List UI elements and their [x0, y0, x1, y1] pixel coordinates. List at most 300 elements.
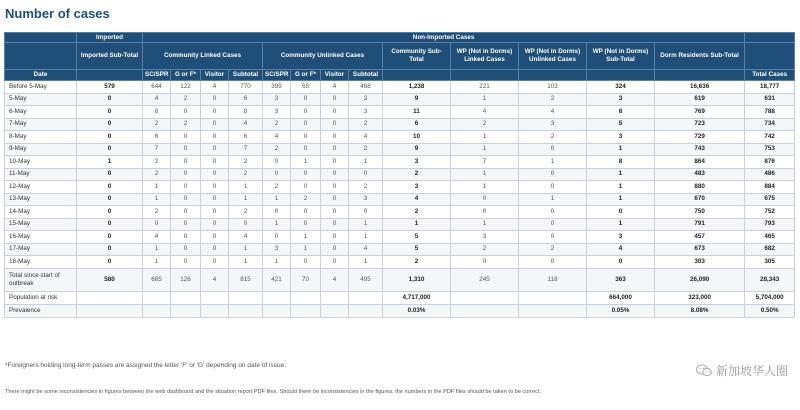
cell-wp-sub: 664,000 — [587, 291, 655, 304]
header-wp-linked: WP (Not in Dorms) Linked Cases — [451, 43, 519, 70]
row-date: 12-May — [5, 181, 77, 194]
cell-cl-subtotal: 6 — [229, 131, 263, 144]
cell-total-cases: 631 — [745, 93, 795, 106]
table-row — [5, 206, 795, 219]
table-row — [5, 243, 795, 256]
cell-wp-linked: 0 — [451, 193, 519, 206]
watermark — [696, 362, 788, 379]
cell-cl-sc-spr: 4 — [143, 93, 171, 106]
cell-cu-visitor: 0 — [321, 256, 349, 269]
cell-cu-sc-spr: 1 — [263, 218, 291, 231]
empty-cell — [349, 291, 383, 304]
cell-wp-unlinked: 1 — [519, 193, 587, 206]
cell-cl-g-or-f: 126 — [171, 268, 201, 291]
cell-cu-visitor: 0 — [321, 143, 349, 156]
cell-cu-sc-spr: 2 — [263, 143, 291, 156]
empty-cell — [229, 304, 263, 317]
header-community-subtotal: Community Sub-Total — [383, 43, 451, 70]
cell-community-subtotal: 1,238 — [383, 81, 451, 94]
cell-dorm-subtotal: 483 — [655, 168, 745, 181]
empty-cell — [143, 291, 171, 304]
cell-wp-linked: 3 — [451, 231, 519, 244]
cell-cu-sc-spr: 1 — [263, 193, 291, 206]
cell-cl-subtotal: 4 — [229, 118, 263, 131]
cell-total-cases: 734 — [745, 118, 795, 131]
empty-cell — [263, 291, 291, 304]
cell-community-subtotal: 4 — [383, 193, 451, 206]
cell-imported-subtotal: 0 — [77, 218, 143, 231]
cell-dorm-subtotal: 670 — [655, 193, 745, 206]
cell-cu-subtotal: 1 — [349, 218, 383, 231]
cell-dorm-subtotal: 769 — [655, 106, 745, 119]
cell-cl-sc-spr: 8 — [143, 106, 171, 119]
cell-total-cases: 793 — [745, 218, 795, 231]
cell-cu-visitor: 0 — [321, 206, 349, 219]
cell-cl-subtotal: 770 — [229, 81, 263, 94]
header-cl-sc-spr: SC/SPR — [143, 70, 171, 81]
cell-wp-unlinked: 103 — [519, 81, 587, 94]
cell-cu-g-or-f: 1 — [291, 243, 321, 256]
cell-imported-subtotal: 0 — [77, 193, 143, 206]
cell-community-subtotal: 11 — [383, 106, 451, 119]
cell-total-cases: 753 — [745, 143, 795, 156]
cell-cu-g-or-f: 65 — [291, 81, 321, 94]
cell-wp-linked: 221 — [451, 81, 519, 94]
cell-cl-sc-spr: 1 — [143, 256, 171, 269]
header-cl-visitor: Visitor — [201, 70, 229, 81]
cell-imported-subtotal: 0 — [77, 243, 143, 256]
empty-cell — [171, 291, 201, 304]
cell-community-subtotal: 2 — [383, 256, 451, 269]
cell-community-subtotal: 1 — [383, 218, 451, 231]
cell-cl-subtotal: 4 — [229, 231, 263, 244]
cell-wp-linked: 1 — [451, 131, 519, 144]
cell-wp-subtotal: 0 — [587, 256, 655, 269]
cell-cu-sc-spr: 0 — [263, 156, 291, 169]
cell-cl-subtotal: 8 — [229, 106, 263, 119]
footnote-disclaimer: There might be some inconsistencies in figures between the web dashboard and the situation report PDF files. Should there be inconsistencies in the figures, the numbers in the PDF files should be taken to be correct. — [5, 389, 542, 395]
cell-cu-sc-spr: 3 — [263, 93, 291, 106]
cell-cu-subtotal: 1 — [349, 156, 383, 169]
cell-cl-g-or-f: 0 — [171, 193, 201, 206]
cell-community-subtotal: 9 — [383, 143, 451, 156]
row-date: 9-May — [5, 143, 77, 156]
cell-wp-subtotal: 1 — [587, 143, 655, 156]
cell-cl-visitor: 0 — [201, 206, 229, 219]
cell-wp-subtotal: 8 — [587, 156, 655, 169]
cell-cl-subtotal: 1 — [229, 193, 263, 206]
cell-wp-subtotal: 1 — [587, 193, 655, 206]
wechat-icon — [696, 364, 712, 377]
cell-wp-linked: 2 — [451, 118, 519, 131]
cell-community-subtotal: 10 — [383, 131, 451, 144]
cell-cl-subtotal: 6 — [229, 93, 263, 106]
cell-wp-sub: 0.05% — [587, 304, 655, 317]
header-blank — [519, 70, 587, 81]
cell-dorm-subtotal: 880 — [655, 181, 745, 194]
cell-cl-visitor: 0 — [201, 193, 229, 206]
cell-wp-unlinked: 2 — [519, 131, 587, 144]
cell-comm-sub: 0.03% — [383, 304, 451, 317]
cell-cu-subtotal: 0 — [349, 168, 383, 181]
empty-cell — [171, 304, 201, 317]
table-row — [5, 218, 795, 231]
table-row — [5, 181, 795, 194]
cell-total-cases: 18,777 — [745, 81, 795, 94]
cell-cu-subtotal: 3 — [349, 93, 383, 106]
cell-cl-visitor: 0 — [201, 106, 229, 119]
cell-cl-g-or-f: 0 — [171, 156, 201, 169]
table-row — [5, 131, 795, 144]
row-date: 13-May — [5, 193, 77, 206]
header-blank — [451, 70, 519, 81]
cell-cu-visitor: 0 — [321, 193, 349, 206]
cell-cu-visitor: 0 — [321, 118, 349, 131]
cell-cu-visitor: 0 — [321, 106, 349, 119]
cell-wp-subtotal: 1 — [587, 218, 655, 231]
cell-dorm-subtotal: 791 — [655, 218, 745, 231]
cell-dorm-subtotal: 303 — [655, 256, 745, 269]
cell-cu-sc-spr: 3 — [263, 243, 291, 256]
cell-cu-subtotal: 1 — [349, 231, 383, 244]
cell-cl-subtotal: 2 — [229, 156, 263, 169]
cell-cl-g-or-f: 0 — [171, 168, 201, 181]
cell-total-cases: 742 — [745, 131, 795, 144]
cell-cl-sc-spr: 2 — [143, 156, 171, 169]
header-blank — [77, 70, 143, 81]
cell-imported-subtotal: 0 — [77, 181, 143, 194]
cell-cu-visitor: 0 — [321, 218, 349, 231]
cell-wp-unlinked: 3 — [519, 118, 587, 131]
cell-wp-unlinked: 0 — [519, 206, 587, 219]
cell-dorm-subtotal: 864 — [655, 156, 745, 169]
cell-wp-unlinked: 2 — [519, 93, 587, 106]
cell-cl-visitor: 4 — [201, 81, 229, 94]
cell-dorm-subtotal: 16,636 — [655, 81, 745, 94]
header-cu-sc-spr: SC/SPR — [263, 70, 291, 81]
table-row — [5, 93, 795, 106]
cell-imported-subtotal: 0 — [77, 206, 143, 219]
cell-cu-sc-spr: 2 — [263, 181, 291, 194]
cell-imported-subtotal: 0 — [77, 231, 143, 244]
row-date: Total since start of outbreak — [5, 268, 77, 291]
cell-cl-sc-spr: 1 — [143, 193, 171, 206]
cell-cu-sc-spr: 0 — [263, 206, 291, 219]
cell-dorm-subtotal: 729 — [655, 131, 745, 144]
empty-cell — [201, 291, 229, 304]
cell-wp-subtotal: 1 — [587, 181, 655, 194]
cell-wp-unlinked: 1 — [519, 156, 587, 169]
header-cu-subtotal: Subtotal — [349, 70, 383, 81]
cell-wp-subtotal: 3 — [587, 231, 655, 244]
cell-dorm: 323,000 — [655, 291, 745, 304]
cell-cu-g-or-f: 70 — [291, 268, 321, 291]
page-title: Number of cases — [5, 6, 110, 21]
header-empty-total — [745, 33, 795, 43]
cell-cl-visitor: 0 — [201, 243, 229, 256]
prevalence-row — [5, 304, 795, 317]
cell-cl-subtotal: 7 — [229, 143, 263, 156]
cell-wp-unlinked: 2 — [519, 243, 587, 256]
cell-cl-visitor: 0 — [201, 231, 229, 244]
cell-cu-visitor: 0 — [321, 131, 349, 144]
cell-cu-g-or-f: 0 — [291, 256, 321, 269]
row-date: 14-May — [5, 206, 77, 219]
cell-cu-g-or-f: 0 — [291, 143, 321, 156]
table-row — [5, 156, 795, 169]
cell-cu-sc-spr: 0 — [263, 231, 291, 244]
cell-cu-subtotal: 0 — [349, 206, 383, 219]
empty-cell — [77, 291, 143, 304]
header-date: Date — [5, 70, 77, 81]
cell-imported-subtotal: 0 — [77, 168, 143, 181]
cell-cu-visitor: 0 — [321, 168, 349, 181]
cell-wp-unlinked: 0 — [519, 231, 587, 244]
empty-cell — [201, 304, 229, 317]
cell-total: 5,704,000 — [745, 291, 795, 304]
empty-cell — [143, 304, 171, 317]
cell-community-subtotal: 1,310 — [383, 268, 451, 291]
cell-community-subtotal: 2 — [383, 168, 451, 181]
cell-imported-subtotal: 1 — [77, 156, 143, 169]
cell-cl-g-or-f: 0 — [171, 218, 201, 231]
cell-cl-subtotal: 2 — [229, 206, 263, 219]
cell-wp-unlinked: 0 — [519, 143, 587, 156]
cell-dorm-subtotal: 743 — [655, 143, 745, 156]
cell-total-cases: 465 — [745, 231, 795, 244]
cell-wp-unlinked: 0 — [519, 181, 587, 194]
row-date: 16-May — [5, 231, 77, 244]
header-imported-subtotal: Imported Sub-Total — [77, 43, 143, 70]
cell-cl-g-or-f: 0 — [171, 106, 201, 119]
empty-cell — [291, 304, 321, 317]
cell-cl-visitor: 0 — [201, 168, 229, 181]
cell-cl-g-or-f: 0 — [171, 206, 201, 219]
cell-cl-sc-spr: 0 — [143, 218, 171, 231]
cell-cu-visitor: 4 — [321, 268, 349, 291]
cell-wp-unlinked: 118 — [519, 268, 587, 291]
row-date: 8-May — [5, 131, 77, 144]
cell-cu-visitor: 0 — [321, 93, 349, 106]
cell-wp-linked: 1 — [451, 143, 519, 156]
cell-cl-sc-spr: 4 — [143, 231, 171, 244]
empty-cell — [451, 291, 519, 304]
empty-cell — [519, 304, 587, 317]
cell-total-cases: 675 — [745, 193, 795, 206]
header-wp-subtotal: WP (Not in Dorms) Sub-Total — [587, 43, 655, 70]
cell-community-subtotal: 3 — [383, 181, 451, 194]
cell-wp-linked: 1 — [451, 181, 519, 194]
cell-wp-linked: 2 — [451, 243, 519, 256]
table-row — [5, 231, 795, 244]
cell-cu-visitor: 4 — [321, 81, 349, 94]
cell-cl-sc-spr: 2 — [143, 206, 171, 219]
cell-cl-sc-spr: 7 — [143, 143, 171, 156]
cell-cl-sc-spr: 644 — [143, 81, 171, 94]
empty-cell — [291, 291, 321, 304]
cell-cu-subtotal: 4 — [349, 131, 383, 144]
empty-cell — [451, 304, 519, 317]
cell-cu-visitor: 0 — [321, 156, 349, 169]
cell-wp-linked: 7 — [451, 156, 519, 169]
cell-total-cases: 788 — [745, 106, 795, 119]
cell-wp-linked: 1 — [451, 168, 519, 181]
cell-dorm-subtotal: 750 — [655, 206, 745, 219]
cell-cu-sc-spr: 3 — [263, 106, 291, 119]
row-date: 10-May — [5, 156, 77, 169]
cell-cu-g-or-f: 0 — [291, 218, 321, 231]
cell-cl-sc-spr: 2 — [143, 118, 171, 131]
cell-cu-g-or-f: 0 — [291, 106, 321, 119]
empty-cell — [263, 304, 291, 317]
population-row — [5, 291, 795, 304]
cell-wp-unlinked: 0 — [519, 218, 587, 231]
cell-cu-subtotal: 2 — [349, 181, 383, 194]
empty-cell — [349, 304, 383, 317]
header-blank — [383, 70, 451, 81]
cell-total-cases: 682 — [745, 243, 795, 256]
header-imported: Imported — [77, 33, 143, 43]
cell-cu-subtotal: 2 — [349, 118, 383, 131]
header-blank — [587, 70, 655, 81]
row-date: 17-May — [5, 243, 77, 256]
cell-cl-g-or-f: 0 — [171, 181, 201, 194]
cell-cl-visitor: 0 — [201, 218, 229, 231]
cell-wp-linked: 0 — [451, 206, 519, 219]
cell-cl-visitor: 0 — [201, 156, 229, 169]
cell-cl-subtotal: 1 — [229, 256, 263, 269]
row-date: 15-May — [5, 218, 77, 231]
empty-cell — [321, 291, 349, 304]
cell-cl-sc-spr: 6 — [143, 131, 171, 144]
cell-cl-g-or-f: 0 — [171, 256, 201, 269]
row-date: 5-May — [5, 93, 77, 106]
cell-cu-subtotal: 468 — [349, 81, 383, 94]
cell-cl-g-or-f: 2 — [171, 93, 201, 106]
cell-wp-linked: 1 — [451, 93, 519, 106]
header-cl-subtotal: Subtotal — [229, 70, 263, 81]
cell-imported-subtotal: 0 — [77, 93, 143, 106]
header-empty-date — [5, 33, 77, 43]
table-row — [5, 118, 795, 131]
row-date: Before 5-May — [5, 81, 77, 94]
cell-total-cases: 876 — [745, 156, 795, 169]
cell-community-subtotal: 5 — [383, 243, 451, 256]
cell-cu-g-or-f: 0 — [291, 93, 321, 106]
cell-community-subtotal: 9 — [383, 93, 451, 106]
cell-comm-sub: 4,717,000 — [383, 291, 451, 304]
cell-total-cases: 752 — [745, 206, 795, 219]
cell-cu-g-or-f: 0 — [291, 168, 321, 181]
cell-cl-sc-spr: 685 — [143, 268, 171, 291]
cell-cl-subtotal: 1 — [229, 181, 263, 194]
cell-total: 0.50% — [745, 304, 795, 317]
header-empty-total-2 — [745, 43, 795, 70]
cell-community-subtotal: 6 — [383, 118, 451, 131]
cell-imported-subtotal: 0 — [77, 256, 143, 269]
cell-total-cases: 486 — [745, 168, 795, 181]
cell-cl-g-or-f: 2 — [171, 118, 201, 131]
cell-cu-subtotal: 3 — [349, 106, 383, 119]
header-non-imported: Non-Imported Cases — [143, 33, 745, 43]
header-dorm-subtotal: Dorm Residents Sub-Total — [655, 43, 745, 70]
cell-dorm-subtotal: 457 — [655, 231, 745, 244]
cell-dorm-subtotal: 723 — [655, 118, 745, 131]
cell-community-subtotal: 2 — [383, 206, 451, 219]
cell-cl-visitor: 0 — [201, 93, 229, 106]
header-community-unlinked: Community Unlinked Cases — [263, 43, 383, 70]
table-row — [5, 168, 795, 181]
cell-community-subtotal: 5 — [383, 231, 451, 244]
cell-cl-visitor: 0 — [201, 143, 229, 156]
cell-cu-subtotal: 3 — [349, 193, 383, 206]
cell-wp-unlinked: 0 — [519, 256, 587, 269]
cell-wp-subtotal: 363 — [587, 268, 655, 291]
cell-cu-g-or-f: 1 — [291, 156, 321, 169]
cell-cl-sc-spr: 1 — [143, 243, 171, 256]
header-blank — [655, 70, 745, 81]
header-cu-g-or-f: G or F* — [291, 70, 321, 81]
cell-dorm-subtotal: 619 — [655, 93, 745, 106]
cell-cu-sc-spr: 399 — [263, 81, 291, 94]
row-date: 11-May — [5, 168, 77, 181]
empty-cell — [77, 304, 143, 317]
header-cl-g-or-f: G or F* — [171, 70, 201, 81]
cell-wp-linked: 1 — [451, 218, 519, 231]
header-community-linked: Community Linked Cases — [143, 43, 263, 70]
cell-cl-subtotal: 0 — [229, 218, 263, 231]
row-date: 7-May — [5, 118, 77, 131]
cell-cu-sc-spr: 4 — [263, 131, 291, 144]
cell-total-cases: 305 — [745, 256, 795, 269]
table-row — [5, 256, 795, 269]
cell-wp-subtotal: 0 — [587, 206, 655, 219]
cell-wp-linked: 4 — [451, 106, 519, 119]
cell-cu-g-or-f: 0 — [291, 206, 321, 219]
cell-dorm-subtotal: 673 — [655, 243, 745, 256]
footnote-foreigners: *Foreigners holding long-term passes are assigned the letter 'F' or 'G' depending on date of issue. — [5, 362, 287, 369]
cell-cl-subtotal: 815 — [229, 268, 263, 291]
cell-wp-subtotal: 1 — [587, 168, 655, 181]
cell-cl-visitor: 0 — [201, 118, 229, 131]
cell-cl-g-or-f: 0 — [171, 143, 201, 156]
empty-cell — [229, 291, 263, 304]
cell-cu-visitor: 0 — [321, 231, 349, 244]
cell-wp-subtotal: 4 — [587, 243, 655, 256]
cell-cl-subtotal: 2 — [229, 168, 263, 181]
cases-table — [4, 32, 795, 318]
cell-wp-subtotal: 5 — [587, 118, 655, 131]
cell-cu-g-or-f: 0 — [291, 181, 321, 194]
header-cu-visitor: Visitor — [321, 70, 349, 81]
cell-wp-unlinked: 4 — [519, 106, 587, 119]
cell-imported-subtotal: 0 — [77, 131, 143, 144]
cell-cl-subtotal: 1 — [229, 243, 263, 256]
cell-cu-sc-spr: 1 — [263, 256, 291, 269]
cell-cu-g-or-f: 1 — [291, 231, 321, 244]
table-row — [5, 193, 795, 206]
cell-cu-subtotal: 495 — [349, 268, 383, 291]
row-label: Prevalence — [5, 304, 77, 317]
cell-dorm-subtotal: 26,090 — [655, 268, 745, 291]
cell-imported-subtotal: 0 — [77, 143, 143, 156]
empty-cell — [519, 291, 587, 304]
cell-cl-g-or-f: 0 — [171, 131, 201, 144]
cell-cu-subtotal: 1 — [349, 256, 383, 269]
cell-cl-g-or-f: 0 — [171, 231, 201, 244]
cell-wp-subtotal: 8 — [587, 106, 655, 119]
cell-wp-linked: 0 — [451, 256, 519, 269]
